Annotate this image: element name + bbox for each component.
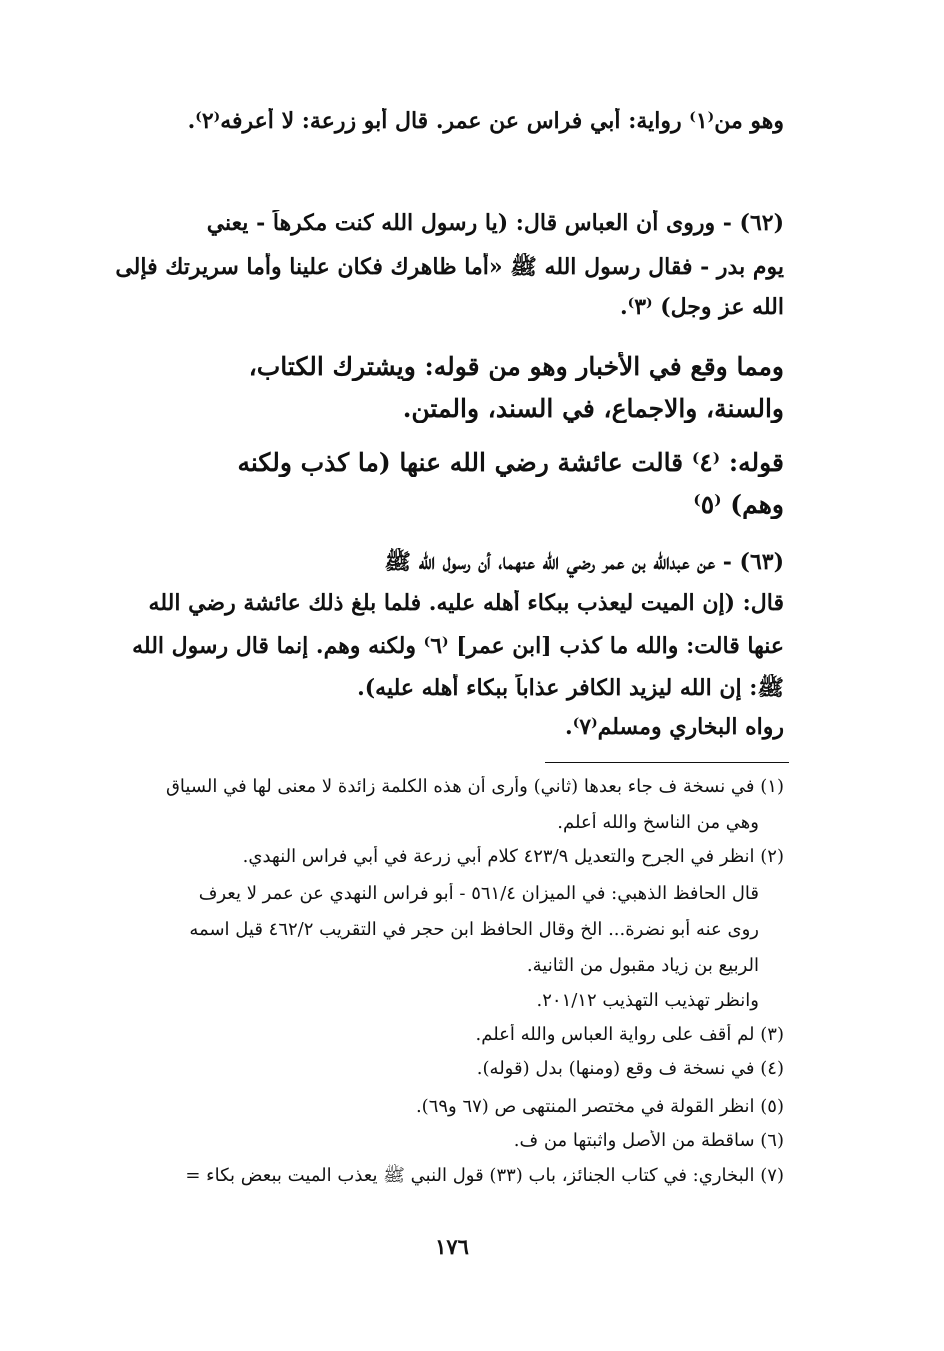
body-line-12: ﷺ: إن الله ليزيد الكافر عذاباً ببكاء أهله عليه). (357, 675, 784, 701)
footnote-separator (545, 762, 789, 763)
footnote-line-2: وهي من الناسخ والله أعلم. (557, 812, 759, 833)
footnote-line-1: (١) في نسخة ف جاء بعدها (ثاني) وأرى أن هذه الكلمة زائدة لا معنى لها في السياق (165, 776, 784, 797)
body-line-4: الله عز وجل) ⁽٣⁾. (619, 294, 784, 320)
body-line-11: عنها قالت: والله ما كذب [ابن عمر] ⁽٦⁾ ولكنه وهم. إنما قال رسول الله (132, 633, 784, 659)
footnote-line-3: (٢) انظر في الجرح والتعديل ٤٢٣/٩ كلام أبي زرعة في أبي فراس النهدي. (242, 846, 784, 867)
footnote-line-9: (٤) في نسخة ف وقع (ومنها) بدل (قوله). (476, 1058, 784, 1079)
footnote-line-7: وانظر تهذيب التهذيب ٢٠١/١٢. (536, 990, 759, 1011)
body-line-3: يوم بدر - فقال رسول الله ﷺ «أما ظاهرك فكان علينا وأما سريرتك فإلى (115, 254, 784, 280)
body-line-7: قوله: ⁽٤⁾ قالت عائشة رضي الله عنها (ما كذب ولكنه (237, 448, 784, 477)
footnote-line-11: (٦) ساقطة من الأصل واثبتها من ف. (513, 1130, 784, 1151)
page-number: ١٧٦ (435, 1234, 469, 1259)
footnote-line-6: الربيع بن زياد مقبول من الثانية. (526, 955, 759, 976)
body-line-6: والسنة، والاجماع، في السند، والمتن. (402, 394, 784, 423)
body-line-2: (٦٢) - وروى أن العباس قال: (يا رسول الله كنت مكرهاً - يعني (206, 210, 784, 236)
body-line-9: (٦٣) - عن عبدالله بن عمر رضي الله عنهما، أن رسول الله ﷺ (384, 549, 784, 575)
body-line-1: وهو من⁽١⁾ رواية: أبي فراس عن عمر. قال أبو زرعة: لا أعرفه⁽٢⁾. (187, 108, 784, 134)
footnote-line-8: (٣) لم أقف على رواية العباس والله أعلم. (475, 1024, 784, 1045)
footnote-line-4: قال الحافظ الذهبي: في الميزان ٥٦١/٤ - أبو فراس النهدي عن عمر لا يعرف (198, 883, 759, 904)
footnote-line-5: روى عنه أبو نضرة... الخ وقال الحافظ ابن حجر في التقريب ٤٦٢/٢ قيل اسمه (189, 919, 759, 940)
body-line-5: ومما وقع في الأخبار وهو من قوله: ويشترك الكتاب، (248, 352, 784, 381)
body-line-8: وهم) ⁽٥⁾ (693, 490, 784, 519)
footnote-line-10: (٥) انظر القولة في مختصر المنتهى ص (٦٧ و٦٩). (415, 1096, 784, 1117)
body-line-10: قال: (إن الميت ليعذب ببكاء أهله عليه. فلما بلغ ذلك عائشة رضي الله (148, 590, 784, 616)
body-line-13: رواه البخاري ومسلم⁽٧⁾. (565, 714, 784, 740)
footnote-line-12: (٧) البخاري: في كتاب الجنائز، باب (٣٣) قول النبي ﷺ يعذب الميت ببعض بكاء = (185, 1165, 784, 1186)
